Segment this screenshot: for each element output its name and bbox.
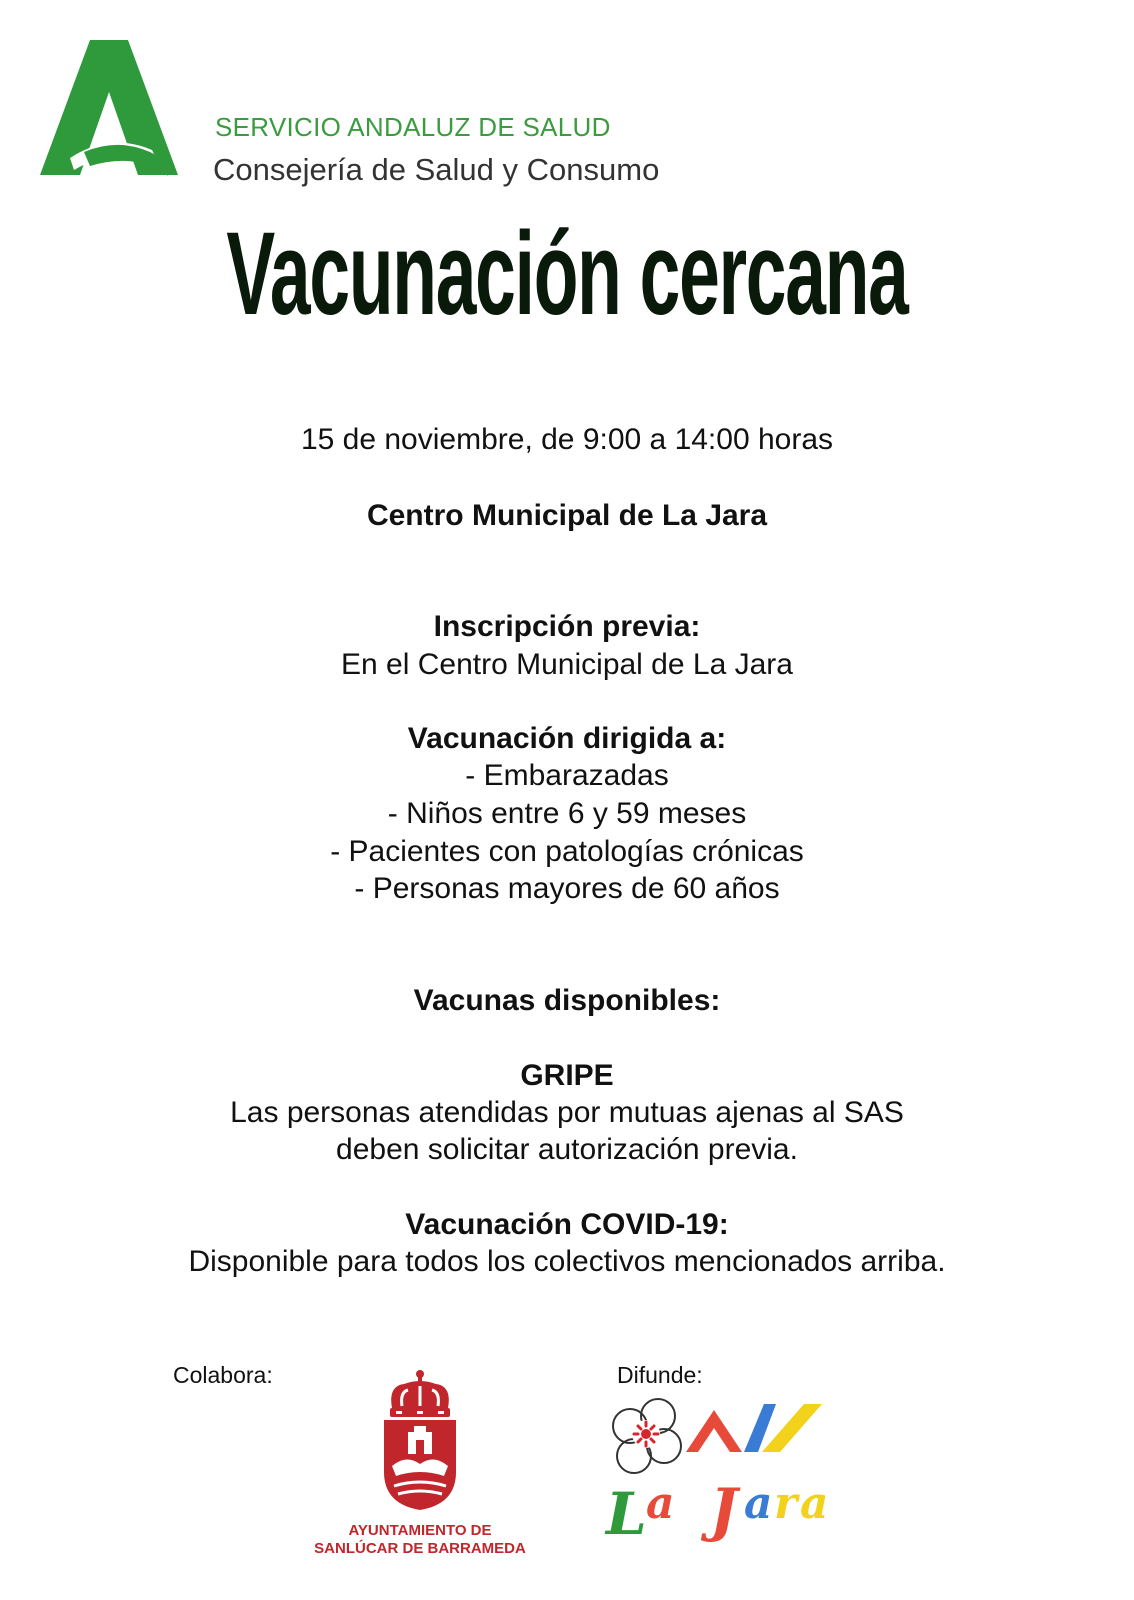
junta-andalucia-logo — [40, 40, 185, 180]
registration-text: En el Centro Municipal de La Jara — [341, 648, 793, 681]
target-item: - Embarazadas — [465, 759, 669, 792]
svg-text:L: L — [606, 1480, 647, 1546]
ayuntamiento-name: AYUNTAMIENTO DE SANLÚCAR DE BARRAMEDA — [314, 1522, 526, 1557]
flower-icon — [613, 1399, 681, 1473]
svg-text:J: J — [710, 1476, 738, 1544]
svg-text:r: r — [774, 1478, 798, 1529]
difunde-label: Difunde: — [617, 1362, 703, 1388]
colabora-label: Colabora: — [173, 1362, 273, 1388]
flu-note: Las personas atendidas por mutuas ajenas al SAS — [230, 1096, 904, 1129]
covid-text: Disponible para todos los colectivos mencionados arriba. — [188, 1245, 946, 1278]
location: Centro Municipal de La Jara — [366, 499, 768, 532]
svg-text:a: a — [646, 1478, 675, 1529]
svg-text:a: a — [800, 1478, 829, 1529]
page-title: Vacunación cercana — [226, 208, 908, 340]
la-jara-logo — [604, 1396, 854, 1546]
flu-heading: GRIPE — [520, 1059, 614, 1092]
target-item: - Niños entre 6 y 59 meses — [387, 797, 747, 830]
org-department: Consejería de Salud y Consumo — [213, 152, 660, 187]
svg-text:a: a — [744, 1478, 773, 1529]
target-item: - Personas mayores de 60 años — [354, 872, 780, 905]
ayuntamiento-crest-icon — [378, 1368, 462, 1513]
flu-note: deben solicitar autorización previa. — [336, 1133, 798, 1166]
date-time: 15 de noviembre, de 9:00 a 14:00 horas — [300, 423, 834, 456]
covid-heading: Vacunación COVID-19: — [405, 1208, 729, 1241]
vaccines-heading: Vacunas disponibles: — [413, 984, 721, 1017]
registration-heading: Inscripción previa: — [433, 610, 701, 643]
target-heading: Vacunación dirigida a: — [407, 722, 727, 755]
org-name: SERVICIO ANDALUZ DE SALUD — [215, 112, 611, 142]
target-item: - Pacientes con patologías crónicas — [330, 835, 804, 868]
